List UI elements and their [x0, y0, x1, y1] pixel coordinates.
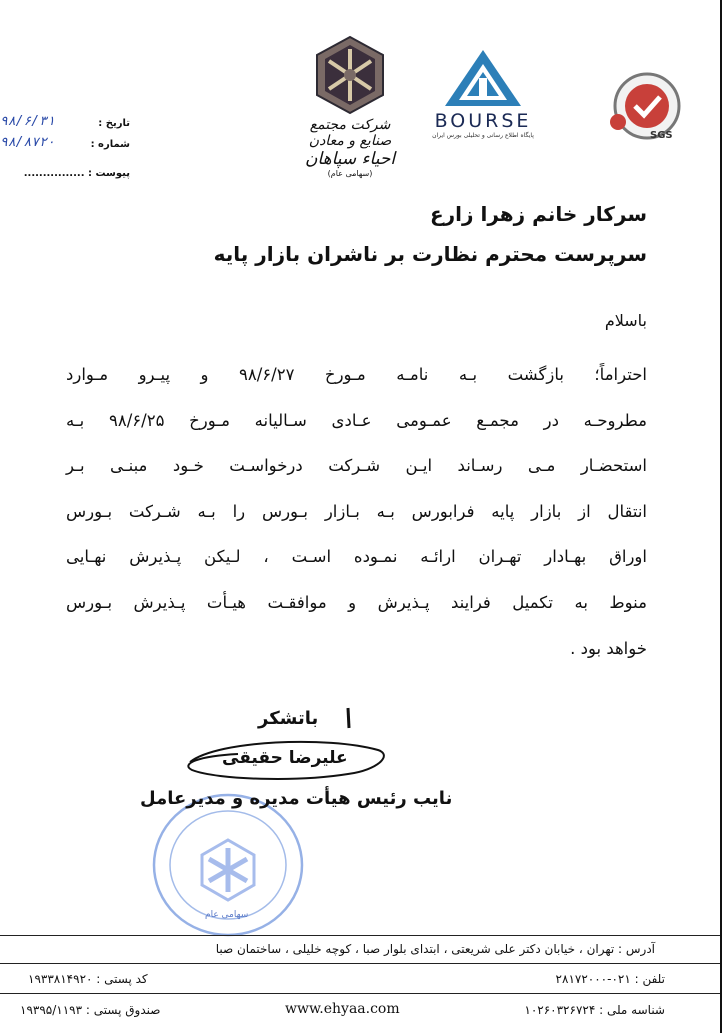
body-line: مطروحـه در مجمـع عمـومی عـادی سـالیانه مـورخ ۹۸/۶/۲۵ بـه	[66, 410, 647, 430]
footer-phone: تلفن : ۰۲۱-۲۸۱۷۲۰۰۰	[555, 972, 665, 986]
number-value: ۹۸/۸۷۲۰	[0, 135, 55, 150]
stamp-label: سهامی عام	[205, 910, 249, 920]
addressee-name: سرکار خانم زهرا زارع	[430, 202, 647, 226]
number-field	[0, 135, 130, 150]
signatory-name: علیرضا حقیقی	[222, 748, 348, 768]
footer-website: www.ehyaa.com	[285, 1001, 400, 1017]
body-line: منوط به تکمیل فرایند پـذیرش و موافقـت هیـأت پـذیرش بـورس	[66, 592, 647, 612]
company-legal-type: (سهامی عام)	[327, 169, 373, 178]
signature-mark-icon	[343, 706, 353, 730]
body-line: خواهد بود .	[570, 638, 647, 658]
body-line: انتقال از بازار پایه فرابورس بـه بـازار بـورس را بـه شـرکت بـورس	[66, 501, 647, 521]
attachment-field: پیوست : ................	[23, 168, 130, 179]
letter-body	[66, 352, 647, 671]
company-name-line2: احیاء سپاهان	[304, 149, 396, 169]
addressee-title: سرپرست محترم نظارت بر ناشران بازار پایه	[213, 242, 647, 266]
body-line: اوراق بهـادار تهـران ارائـه نمـوده اسـت ، لـیکن پـذیرش نهـایی	[66, 547, 647, 567]
footer-divider	[0, 993, 720, 994]
footer-divider	[0, 963, 720, 964]
greeting: باسلام	[604, 311, 647, 330]
body-line: استحضـار مـی رسـاند ایـن شـرکت درخواسـت خـود مبنـی بـر	[66, 456, 647, 476]
date-value: ۹۸/۶/۳۱	[0, 114, 55, 129]
footer-national-id: شناسه ملی : ۱۰۲۶۰۳۲۶۷۲۴	[524, 1003, 665, 1017]
bourse-logo	[424, 48, 542, 144]
date-field	[0, 114, 130, 129]
signatory-title: نایب رئیس هیأت مدیره و مدیرعامل	[140, 788, 453, 809]
sgs-certification-icon	[604, 70, 690, 148]
footer-address: آدرس : تهران ، خیابان دکتر علی شریعتی ، ابتدای بلوار صبا ، کوچه خلیلی ، ساختمان صبا	[215, 942, 655, 956]
company-emblem-icon	[313, 35, 387, 115]
signature-thanks: باتشکر	[258, 708, 319, 729]
company-logo	[295, 35, 405, 190]
footer-po-box: صندوق پستی : ۱۹۳۹۵/۱۱۹۳	[20, 1003, 161, 1017]
sgs-logo	[604, 70, 690, 148]
footer-divider	[0, 935, 720, 936]
page-edge-rule	[720, 0, 722, 1033]
body-line: احتراماً؛ بازگشت بـه نامـه مـورخ ۹۸/۶/۲۷ و پیـرو مـوارد	[66, 365, 647, 384]
company-name-line1: شرکت مجتمع صنایع و معادن	[308, 117, 392, 149]
bourse-tagline: پایگاه اطلاع رسانی و تحلیلی بورس ایران	[432, 132, 534, 139]
footer-postal-code: کد پستی : ۱۹۳۳۸۱۴۹۲۰	[28, 972, 148, 986]
sgs-label: SGS	[650, 130, 673, 141]
date-label: تاریخ :	[98, 118, 130, 129]
number-label: شماره :	[90, 139, 130, 150]
bourse-triangle-icon	[443, 48, 523, 108]
bourse-wordmark: BOURSE	[434, 110, 532, 132]
